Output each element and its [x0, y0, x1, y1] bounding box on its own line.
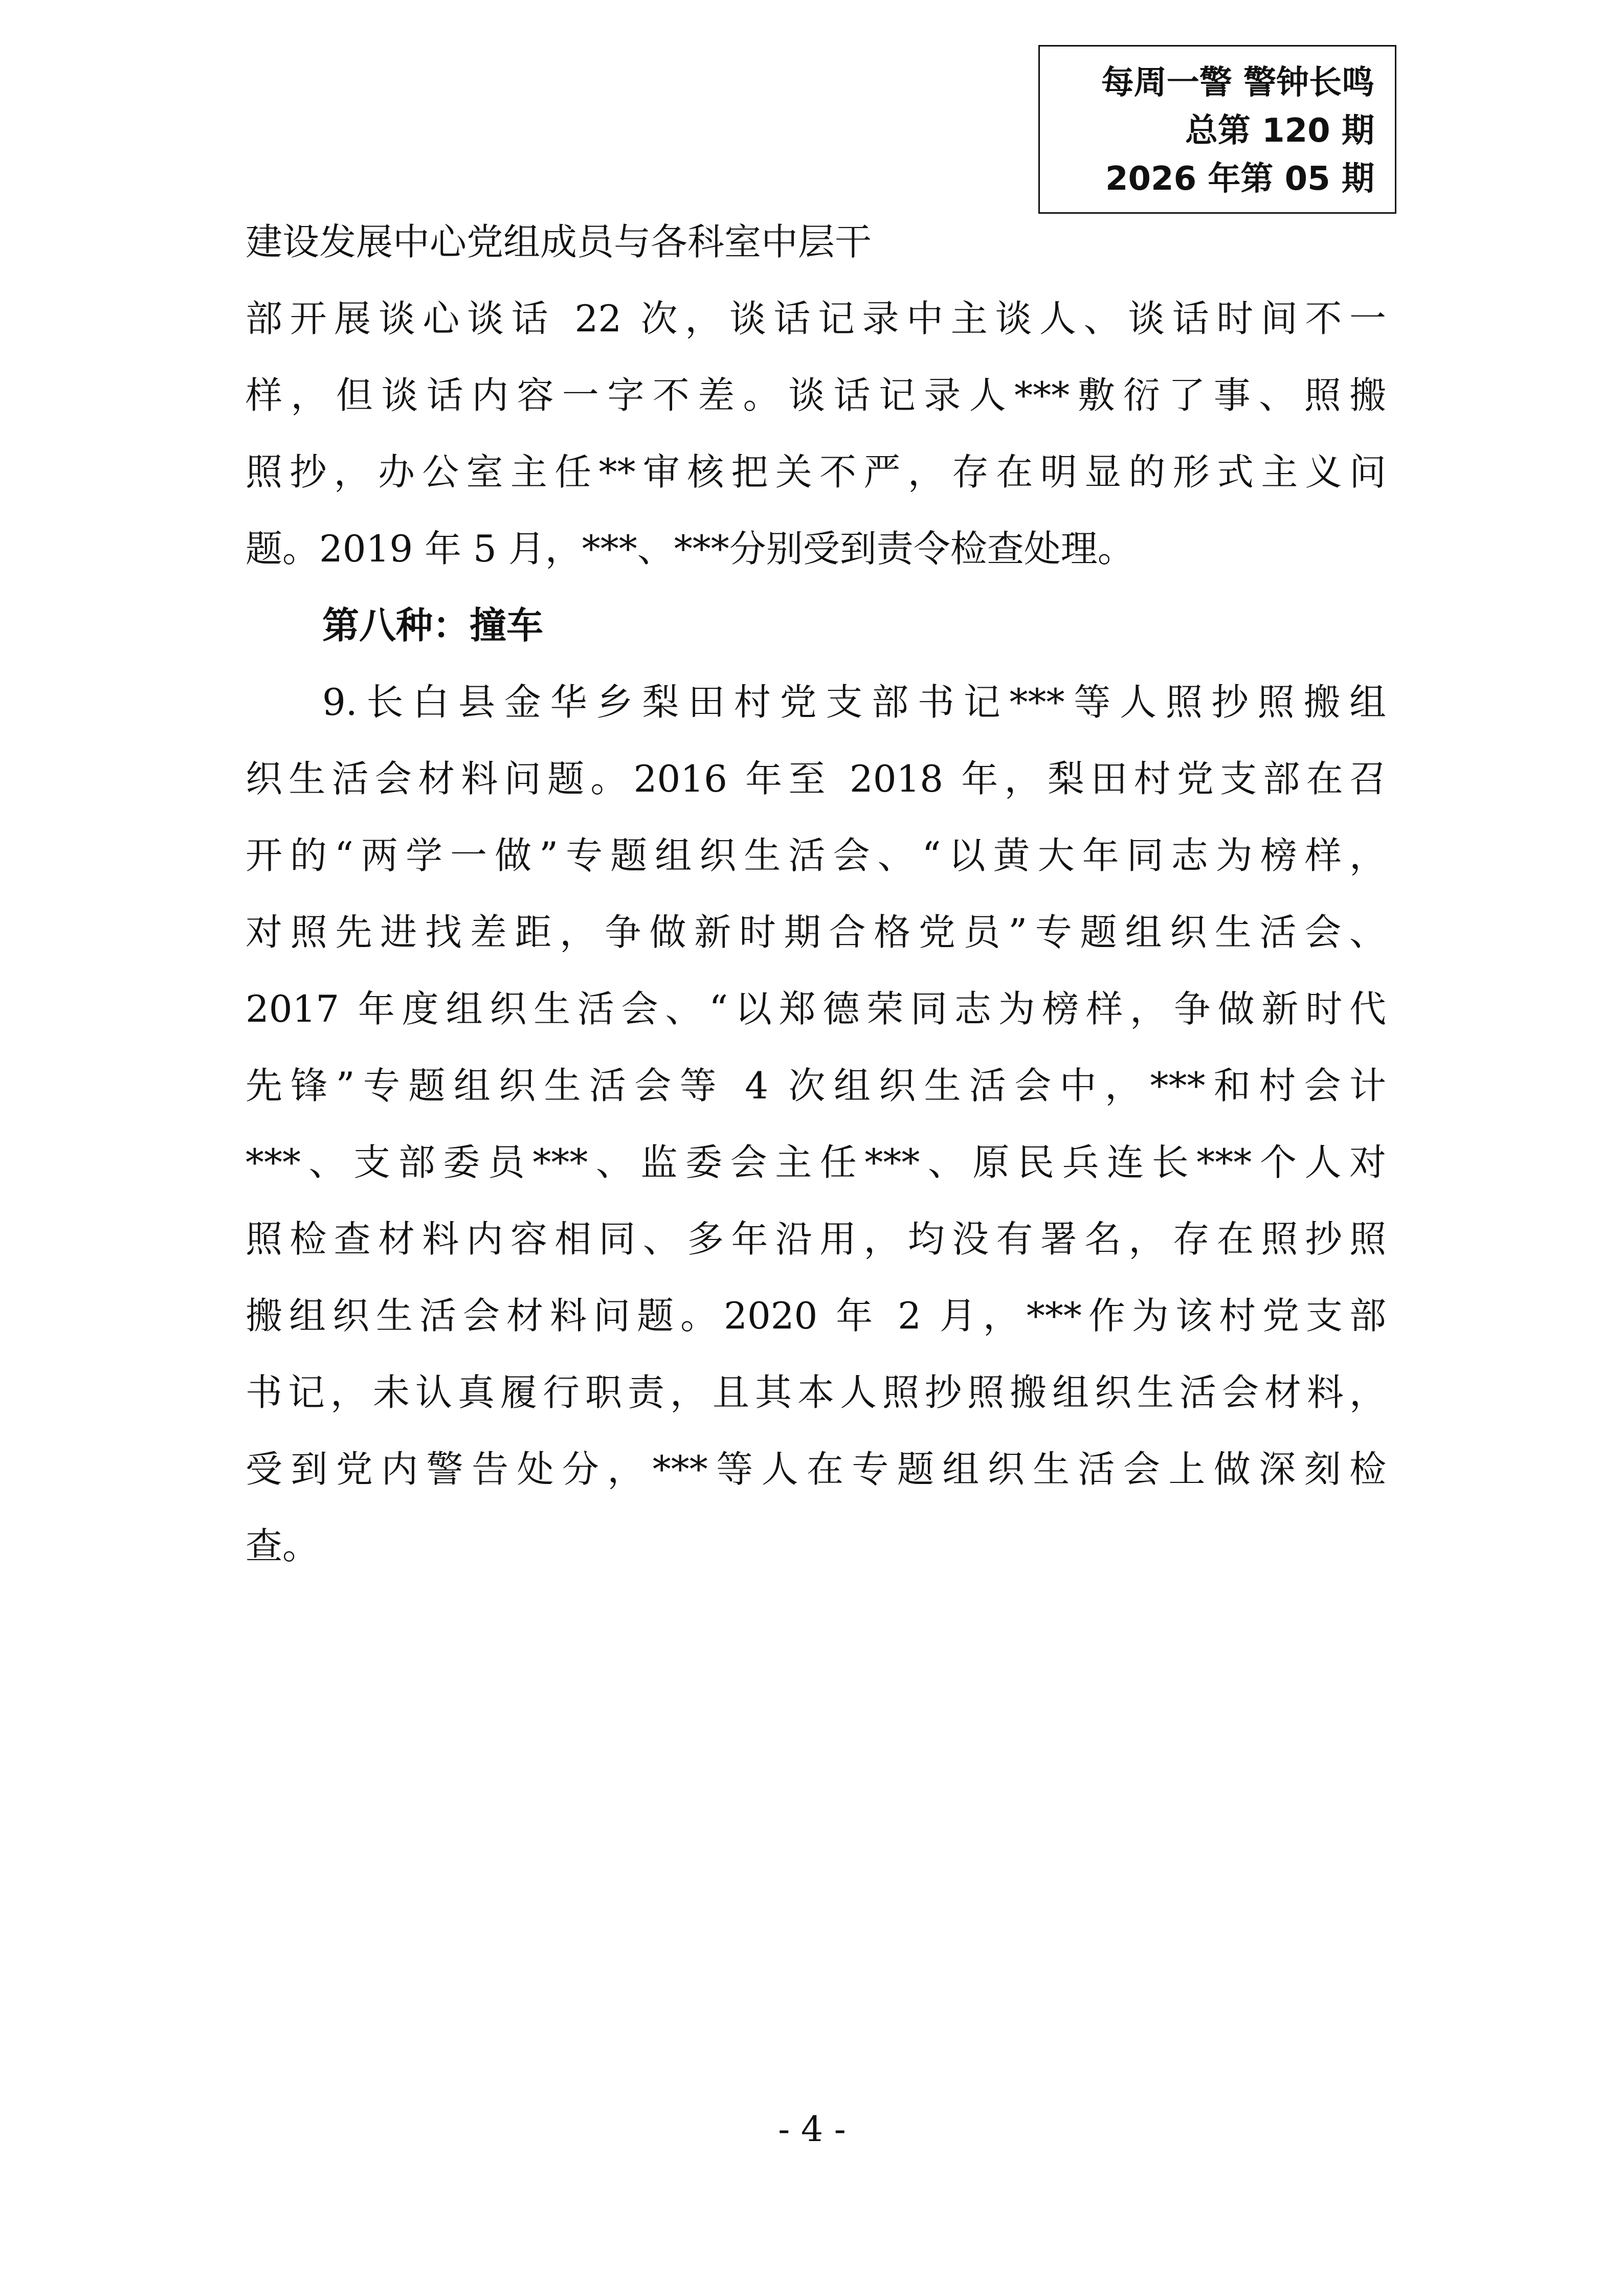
year-issue-number: 2026 年第 05 期	[1105, 160, 1374, 198]
paragraph-line: 照检查材料内容相同、多年沿用，均没有署名，存在照抄照	[246, 1218, 1386, 1260]
issue-header-box	[1038, 45, 1396, 214]
paragraph-line: 建设发展中心党组成员与各科室中层干	[246, 220, 872, 263]
paragraph-line: 2017 年度组织生活会、“以郑德荣同志为榜样，争做新时代	[246, 987, 1386, 1030]
document-body	[246, 204, 1386, 1584]
section-heading: 第八种：撞车	[322, 604, 544, 647]
paragraph-line: 9.长白县金华乡梨田村党支部书记***等人照抄照搬组	[322, 681, 1386, 724]
page-number: - 4 -	[778, 2109, 846, 2150]
paragraph-line: 先锋”专题组织生活会等 4 次组织生活会中，***和村会计	[246, 1064, 1386, 1107]
paragraph-line: 样，但谈话内容一字不差。谈话记录人***敷衍了事、照搬	[246, 374, 1386, 417]
paragraph-line: 查。	[246, 1524, 320, 1567]
publication-title: 每周一警 警钟长鸣	[1101, 64, 1374, 102]
paragraph-line: 搬组织生活会材料问题。2020 年 2 月，***作为该村党支部	[246, 1294, 1386, 1337]
paragraph-line: 照抄，办公室主任**审核把关不严，存在明显的形式主义问	[246, 451, 1386, 493]
paragraph-line: 部开展谈心谈话 22 次，谈话记录中主谈人、谈话时间不一	[246, 297, 1386, 340]
paragraph-line: 书记，未认真履行职责，且其本人照抄照搬组织生活会材料，	[246, 1371, 1386, 1414]
paragraph-line: 开的“两学一做”专题组织生活会、“以黄大年同志为榜样，	[246, 834, 1386, 877]
paragraph-line: 受到党内警告处分，***等人在专题组织生活会上做深刻检	[246, 1448, 1386, 1491]
total-issue-number: 总第 120 期	[1185, 112, 1374, 150]
paragraph-line: 题。2019 年 5 月，***、***分别受到责令检查处理。	[246, 527, 1134, 570]
paragraph-line: 对照先进找差距，争做新时期合格党员”专题组织生活会、	[246, 911, 1386, 954]
paragraph-line: ***、支部委员***、监委会主任***、原民兵连长***个人对	[246, 1141, 1386, 1184]
paragraph-line: 织生活会材料问题。2016 年至 2018 年，梨田村党支部在召	[246, 757, 1386, 800]
